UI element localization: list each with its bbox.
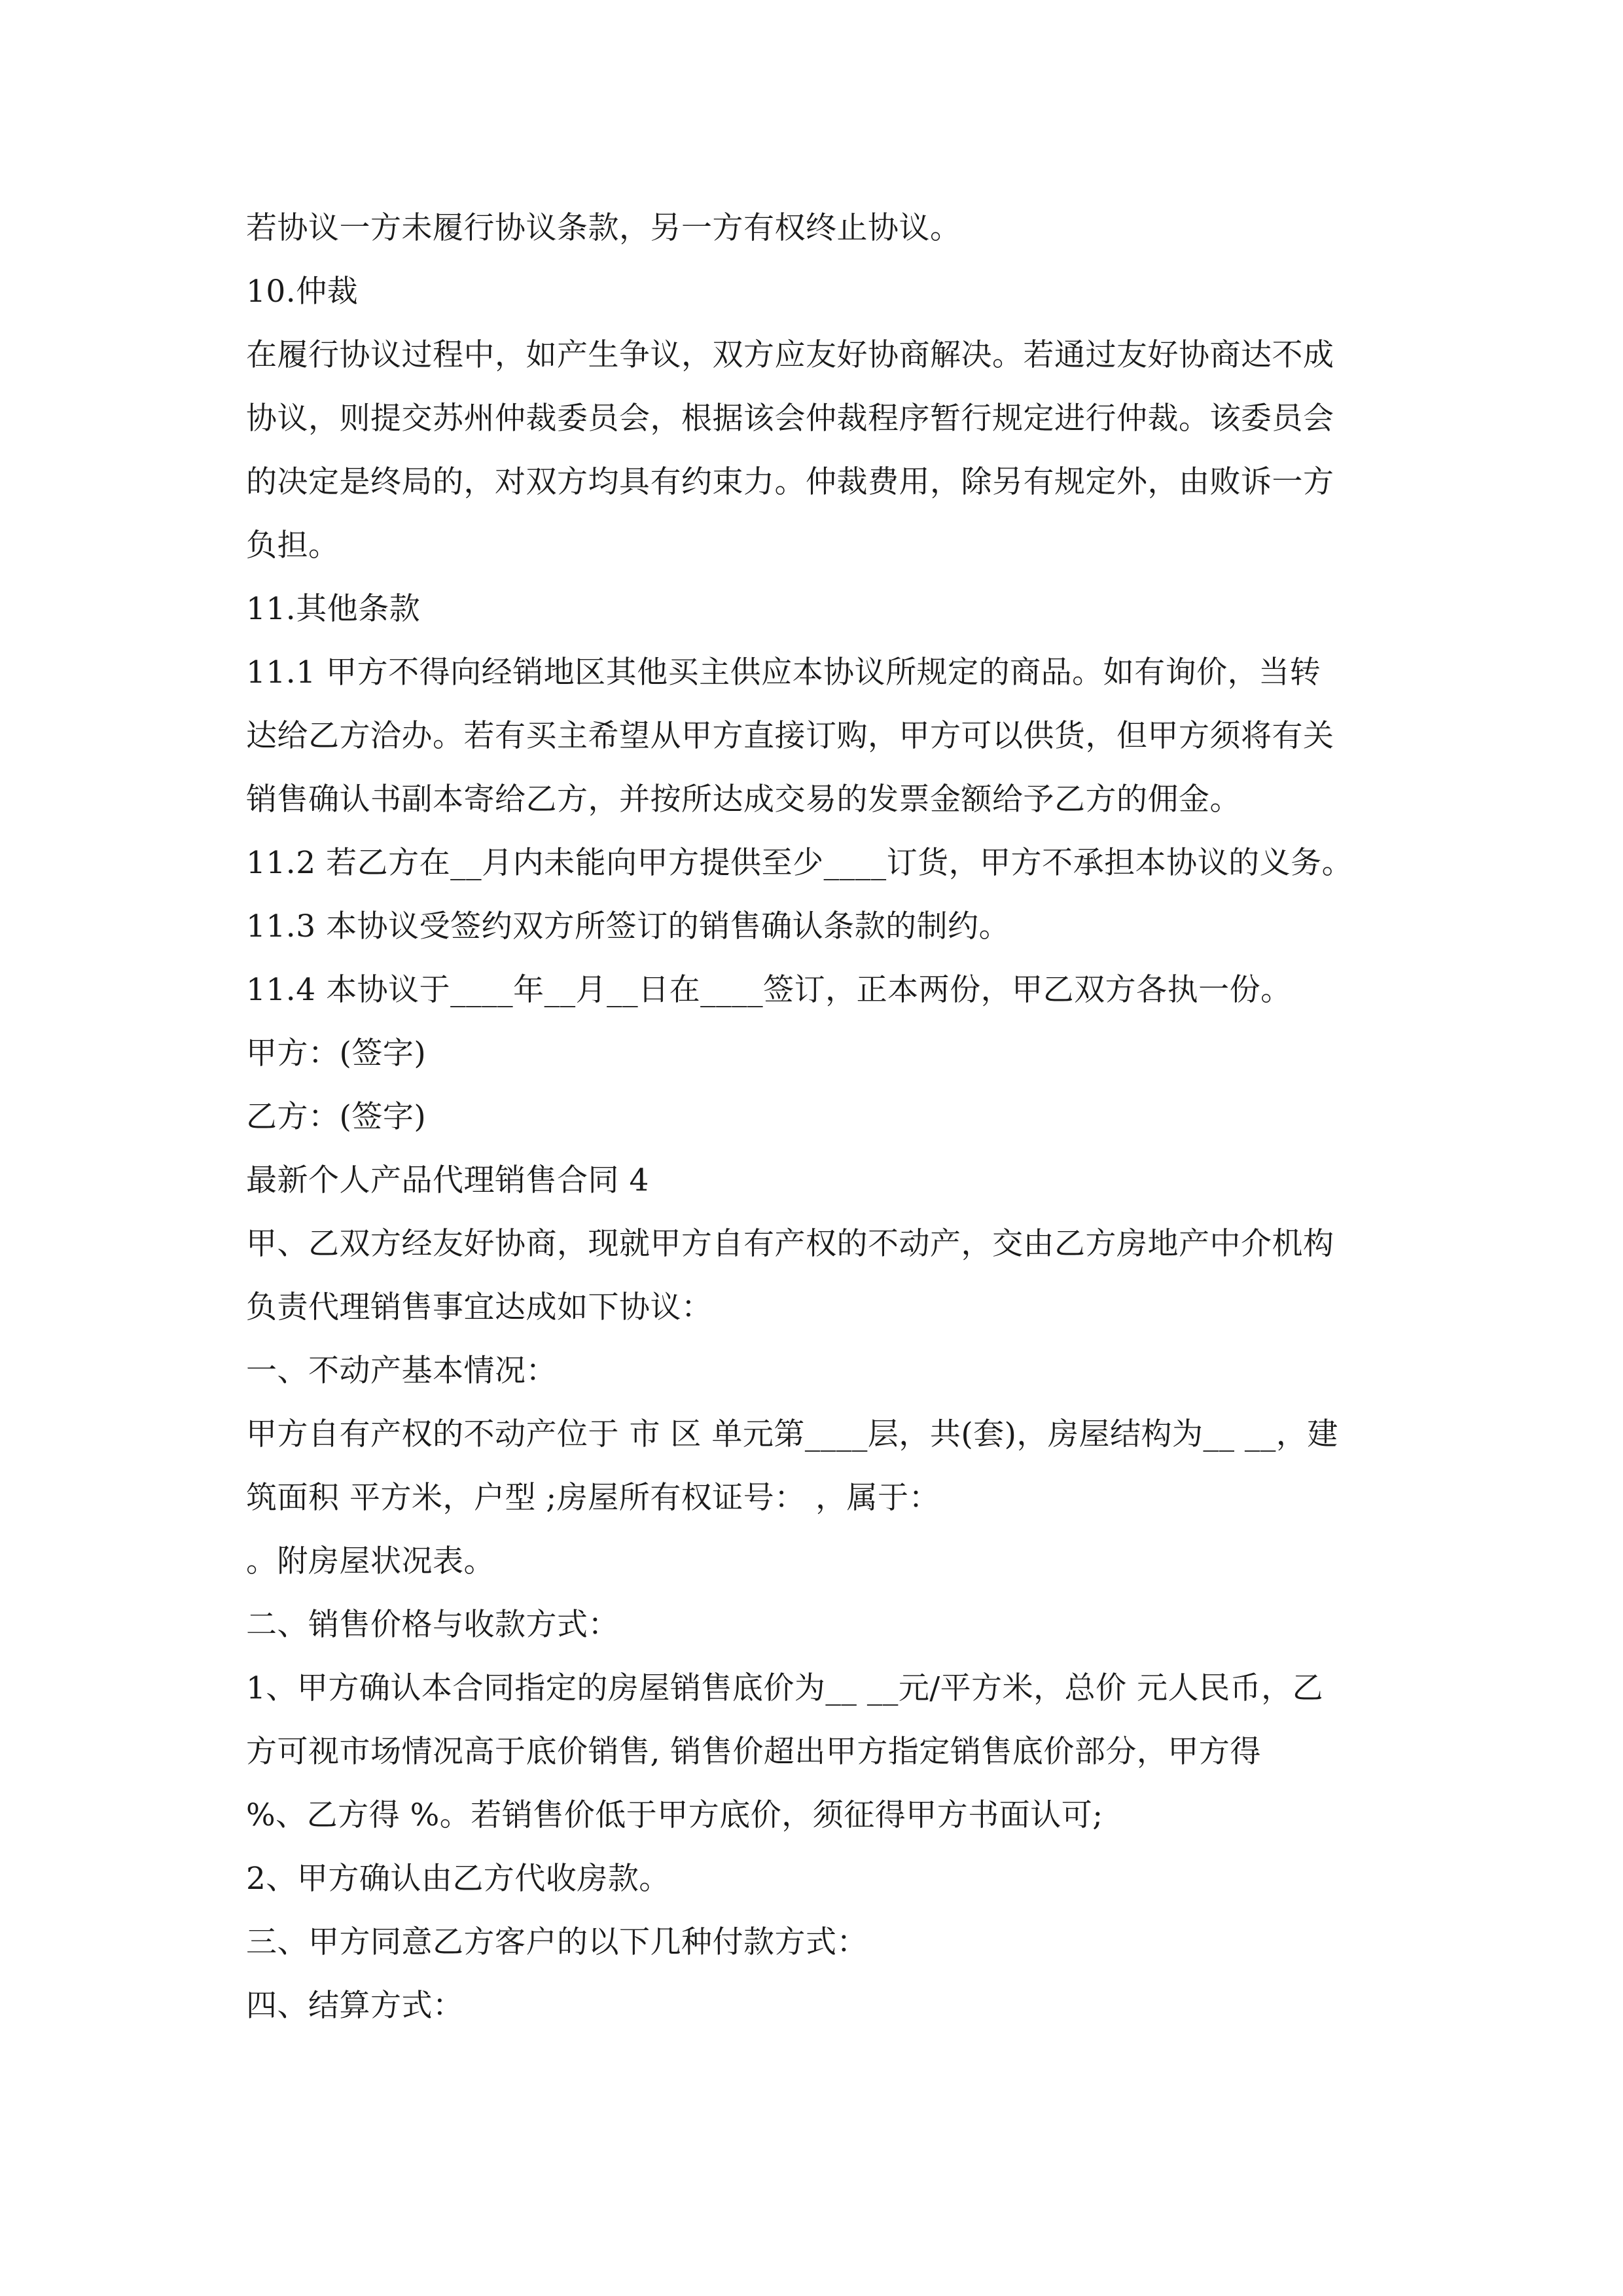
paragraph-line: 达给乙方洽办。若有买主希望从甲方直接订购，甲方可以供货，但甲方须将有关 xyxy=(246,718,1334,754)
paragraph-line: 甲方自有产权的不动产位于 市 区 单元第____层，共(套)，房屋结构为__ __，建 xyxy=(246,1416,1338,1452)
paragraph-line: 1、甲方确认本合同指定的房屋销售底价为__ __元/平方米，总价 元人民币，乙 xyxy=(246,1670,1324,1706)
paragraph-line: 负担。 xyxy=(246,528,340,564)
section-heading: 一、不动产基本情况： xyxy=(246,1353,557,1389)
paragraph-line: 11.1 甲方不得向经销地区其他买主供应本协议所规定的商品。如有询价，当转 xyxy=(246,655,1321,691)
paragraph-line: 筑面积 平方米，户型 ;房屋所有权证号： ，属于： xyxy=(246,1480,940,1516)
signature-line-party-b: 乙方：(签字) xyxy=(246,1099,427,1135)
paragraph-line: 在履行协议过程中，如产生争议，双方应友好协商解决。若通过友好协商达不成 xyxy=(246,337,1334,373)
paragraph-line: 若协议一方未履行协议条款，另一方有权终止协议。 xyxy=(246,210,961,246)
section-heading: 10.仲裁 xyxy=(246,274,359,310)
section-heading: 11.其他条款 xyxy=(246,591,421,627)
paragraph-line: 11.4 本协议于____年__月__日在____签订，正本两份，甲乙双方各执一份。 xyxy=(246,972,1292,1008)
document-body xyxy=(246,196,1418,2037)
paragraph-line: 的决定是终局的，对双方均具有约束力。仲裁费用，除另有规定外，由败诉一方 xyxy=(246,464,1334,500)
paragraph-line: 甲、乙双方经友好协商，现就甲方自有产权的不动产，交由乙方房地产中介机构 xyxy=(246,1226,1334,1262)
signature-line-party-a: 甲方：(签字) xyxy=(246,1035,427,1071)
section-heading: 四、结算方式： xyxy=(246,1988,464,2024)
paragraph-line: 11.3 本协议受签约双方所签订的销售确认条款的制约。 xyxy=(246,908,1010,944)
paragraph-line: 协议，则提交苏州仲裁委员会，根据该会仲裁程序暂行规定进行仲裁。该委员会 xyxy=(246,401,1334,437)
section-heading: 三、甲方同意乙方客户的以下几种付款方式： xyxy=(246,1924,868,1960)
paragraph-line: 11.2 若乙方在__月内未能向甲方提供至少____订货，甲方不承担本协议的义务。 xyxy=(246,845,1353,881)
paragraph-line: 2、甲方确认由乙方代收房款。 xyxy=(246,1861,670,1897)
paragraph-line: %、乙方得 %。若销售价低于甲方底价，须征得甲方书面认可; xyxy=(246,1797,1103,1833)
paragraph-line: 。附房屋状况表。 xyxy=(246,1543,495,1579)
paragraph-line: 负责代理销售事宜达成如下协议： xyxy=(246,1289,713,1325)
section-heading: 二、销售价格与收款方式： xyxy=(246,1607,619,1643)
paragraph-line: 销售确认书副本寄给乙方，并按所达成交易的发票金额给予乙方的佣金。 xyxy=(246,781,1241,817)
paragraph-line: 方可视市场情况高于底价销售, 销售价超出甲方指定销售底价部分，甲方得 xyxy=(246,1734,1261,1770)
contract-title: 最新个人产品代理销售合同 4 xyxy=(246,1162,649,1198)
